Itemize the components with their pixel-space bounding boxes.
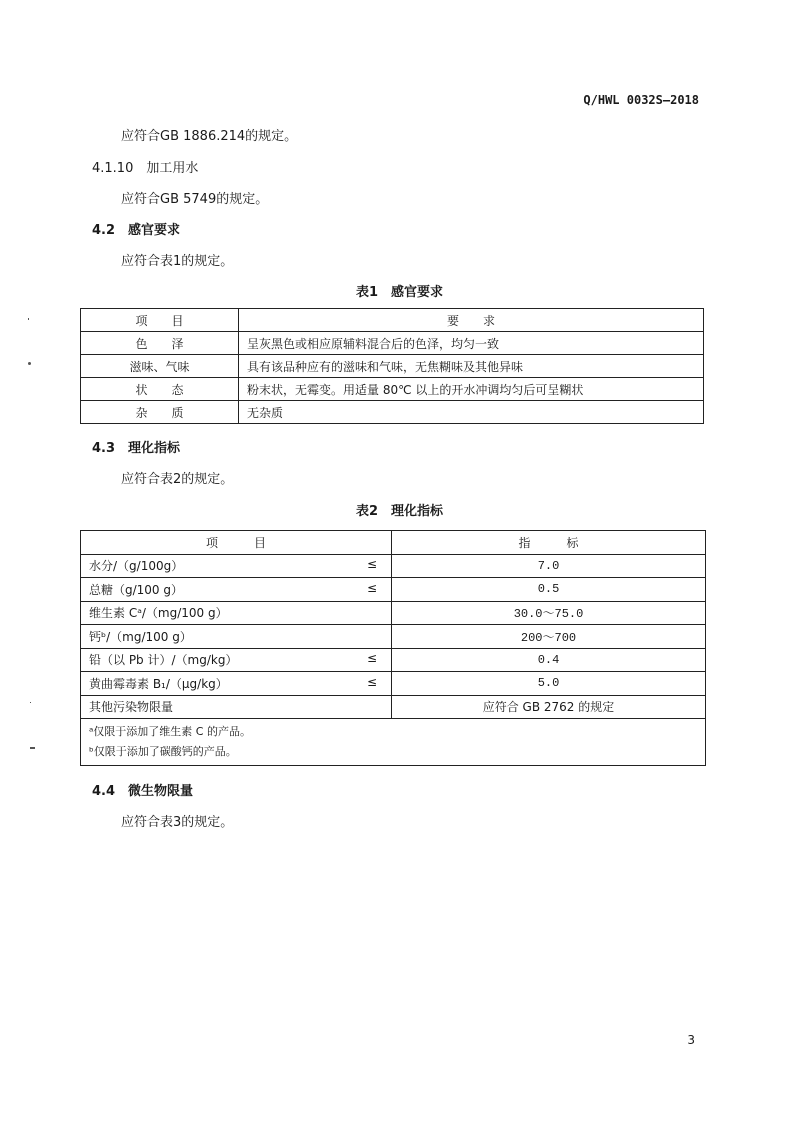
scan-speck — [28, 318, 29, 320]
section-heading-4-4: 4.4 微生物限量 — [92, 784, 194, 799]
item-label: 黄曲霉毒素 B₁/（μg/kg） — [89, 676, 228, 691]
table-row — [81, 578, 706, 602]
page-number: 3 — [687, 1033, 695, 1047]
table-cell — [81, 578, 392, 602]
less-equal-sign: ≤ — [366, 674, 377, 689]
table-row — [81, 401, 704, 424]
table-cell — [81, 672, 392, 696]
table-cell — [81, 554, 392, 578]
table-cell: 200～700 — [392, 625, 706, 649]
table-cell: 滋味、气味 — [81, 355, 239, 378]
table-cell — [81, 695, 392, 719]
section-heading-4-2: 4.2 感官要求 — [92, 223, 181, 238]
table-cell — [81, 648, 392, 672]
document-code: Q/HWL 0032S—2018 — [583, 93, 699, 107]
table-cell — [81, 625, 392, 649]
table-cell: 5.0 — [392, 672, 706, 696]
table-header-row — [81, 309, 704, 332]
item-label: 水分/（g/100g） — [89, 559, 184, 574]
table-cell: 具有该品种应有的滋味和气味，无焦糊味及其他异味 — [239, 355, 704, 378]
table-cell: 无杂质 — [239, 401, 704, 424]
table-row — [81, 332, 704, 355]
paragraph: 应符合GB 5749的规定。 — [121, 192, 269, 207]
table-header-cell: 项 目 — [81, 531, 392, 555]
table-cell — [81, 601, 392, 625]
item-label: 其他污染物限量 — [89, 700, 174, 715]
table-row — [81, 695, 706, 719]
table-header-cell: 要 求 — [239, 309, 704, 332]
paragraph: 应符合表2的规定。 — [121, 472, 234, 487]
scan-speck — [30, 747, 35, 749]
table-row — [81, 554, 706, 578]
table-cell: 呈灰黑色或相应原辅料混合后的色泽，均匀一致 — [239, 332, 704, 355]
table-header-cell: 项 目 — [81, 309, 239, 332]
table-cell: 应符合 GB 2762 的规定 — [392, 695, 706, 719]
less-equal-sign: ≤ — [366, 557, 377, 572]
table-cell: 粉末状，无霉变。用适量 80℃ 以上的开水冲调均匀后可呈糊状 — [239, 378, 704, 401]
item-label: 钙ᵇ/（mg/100 g） — [89, 629, 192, 644]
item-label: 铅（以 Pb 计）/（mg/kg） — [89, 653, 238, 668]
table-cell: 30.0～75.0 — [392, 601, 706, 625]
scan-speck — [28, 362, 31, 365]
table-cell: 7.0 — [392, 554, 706, 578]
table-footnotes — [81, 719, 706, 766]
table-row — [81, 355, 704, 378]
less-equal-sign: ≤ — [366, 580, 377, 595]
less-equal-sign: ≤ — [366, 651, 377, 666]
table-cell: 杂 质 — [81, 401, 239, 424]
table-cell: 0.5 — [392, 578, 706, 602]
table-row — [81, 648, 706, 672]
table-header-cell: 指 标 — [392, 531, 706, 555]
physicochemical-indicators-table — [80, 530, 706, 766]
table-cell: 0.4 — [392, 648, 706, 672]
table-cell: 状 态 — [81, 378, 239, 401]
sensory-requirements-table — [80, 308, 704, 424]
footnote-b: ᵇ仅限于添加了碳酸钙的产品。 — [89, 745, 237, 758]
table-row — [81, 672, 706, 696]
table-row — [81, 378, 704, 401]
section-heading-4-1-10: 4.1.10 加工用水 — [92, 161, 199, 176]
item-label: 维生素 Cᵃ/（mg/100 g） — [89, 606, 228, 621]
table-footnote-row — [81, 719, 706, 766]
table-cell: 色 泽 — [81, 332, 239, 355]
footnote-a: ᵃ仅限于添加了维生素 C 的产品。 — [89, 725, 251, 738]
paragraph: 应符合表3的规定。 — [121, 815, 234, 830]
table-row — [81, 601, 706, 625]
scan-speck — [30, 702, 31, 703]
table2-caption: 表2 理化指标 — [356, 504, 444, 519]
item-label: 总糖（g/100 g） — [89, 582, 183, 597]
table-row — [81, 625, 706, 649]
table-header-row — [81, 531, 706, 555]
section-heading-4-3: 4.3 理化指标 — [92, 441, 181, 456]
paragraph: 应符合GB 1886.214的规定。 — [121, 129, 298, 144]
paragraph: 应符合表1的规定。 — [121, 254, 234, 269]
table1-caption: 表1 感官要求 — [356, 285, 444, 300]
